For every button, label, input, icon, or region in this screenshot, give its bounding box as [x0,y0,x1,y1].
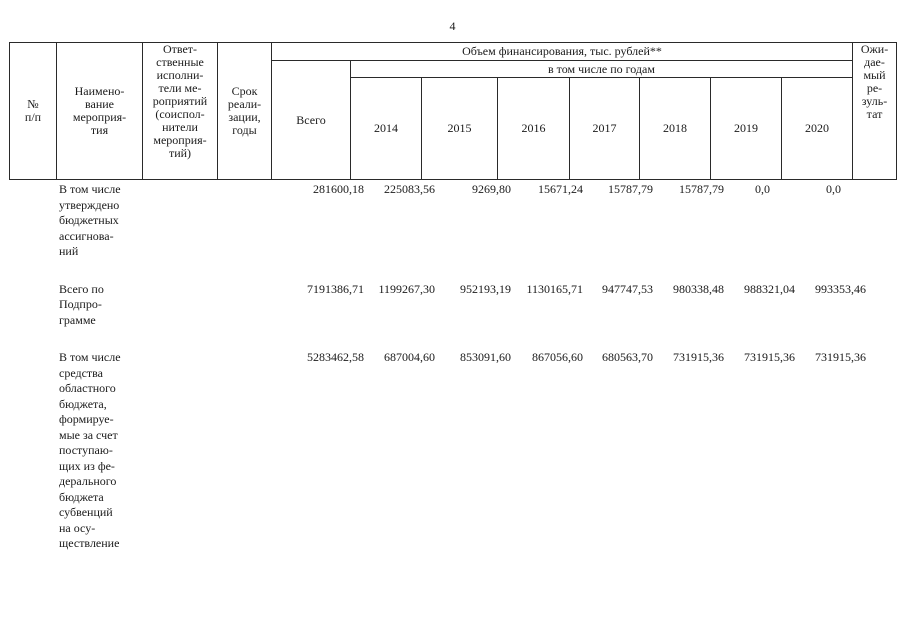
header-by-years: в том числе по годам [351,61,853,78]
cell-value: 225083,56 [384,182,435,196]
cell-value: 1130165,71 [526,281,583,296]
row-total: 7191386,71 [307,281,364,296]
cell-value: 952193,19 [460,281,511,296]
cell-value: 947747,53 [602,281,653,296]
header-year: 2014 [351,78,422,180]
row-name: В том числе утверждено бюджетных ассигнова- ний [59,182,121,258]
cell-value: 993353,46 [815,281,866,296]
header-executors: Ответ- ственные исполни- тели ме- роприятий (соиспол- нители мероприя- тий) [143,43,218,180]
cell-value: 731915,36 [744,350,795,364]
header-year: 2016 [498,78,570,180]
table-body [9,182,869,552]
cell-value: 15787,79 [608,182,653,196]
row-name: Всего по Подпро- грамме [59,281,104,327]
cell-value: 853091,60 [460,350,511,364]
cell-value: 1199267,30 [378,281,435,296]
cell-value: 988321,04 [744,281,795,296]
header-year: 2019 [711,78,782,180]
page-number: 4 [449,19,456,33]
cell-value: 731915,36 [673,350,724,364]
header-num: № п/п [10,43,57,180]
cell-value: 680563,70 [602,350,653,364]
header-result: Ожи- дае- мый ре- зуль- тат [853,43,897,180]
header-total: Всего [272,61,351,180]
header-year: 2017 [570,78,640,180]
row-total: 281600,18 [313,182,364,196]
cell-value: 15671,24 [538,182,583,196]
row-total: 5283462,58 [307,350,364,364]
header-year: 2020 [782,78,853,180]
header-term: Срок реали- зации, годы [218,43,272,180]
cell-value: 9269,80 [472,182,511,196]
cell-value: 731915,36 [815,350,866,364]
table-row [9,350,869,552]
table-row [9,282,869,329]
table-row [9,182,869,260]
cell-value: 0,0 [826,182,841,196]
cell-value: 867056,60 [532,350,583,364]
header-year: 2015 [422,78,498,180]
row-name: В том числе средства областного бюджета, формируе- мые за счет поступаю- щих из фе- дерального бюджета субвенций на осу- ществление [59,350,121,550]
cell-value: 0,0 [755,182,770,196]
header-year: 2018 [640,78,711,180]
cell-value: 980338,48 [673,281,724,296]
table-header [9,42,897,180]
cell-value: 15787,79 [679,182,724,196]
header-name: Наимено- вание мероприя- тия [57,43,143,180]
header-financing: Объем финансирования, тыс. рублей** [272,43,853,61]
cell-value: 687004,60 [384,350,435,364]
